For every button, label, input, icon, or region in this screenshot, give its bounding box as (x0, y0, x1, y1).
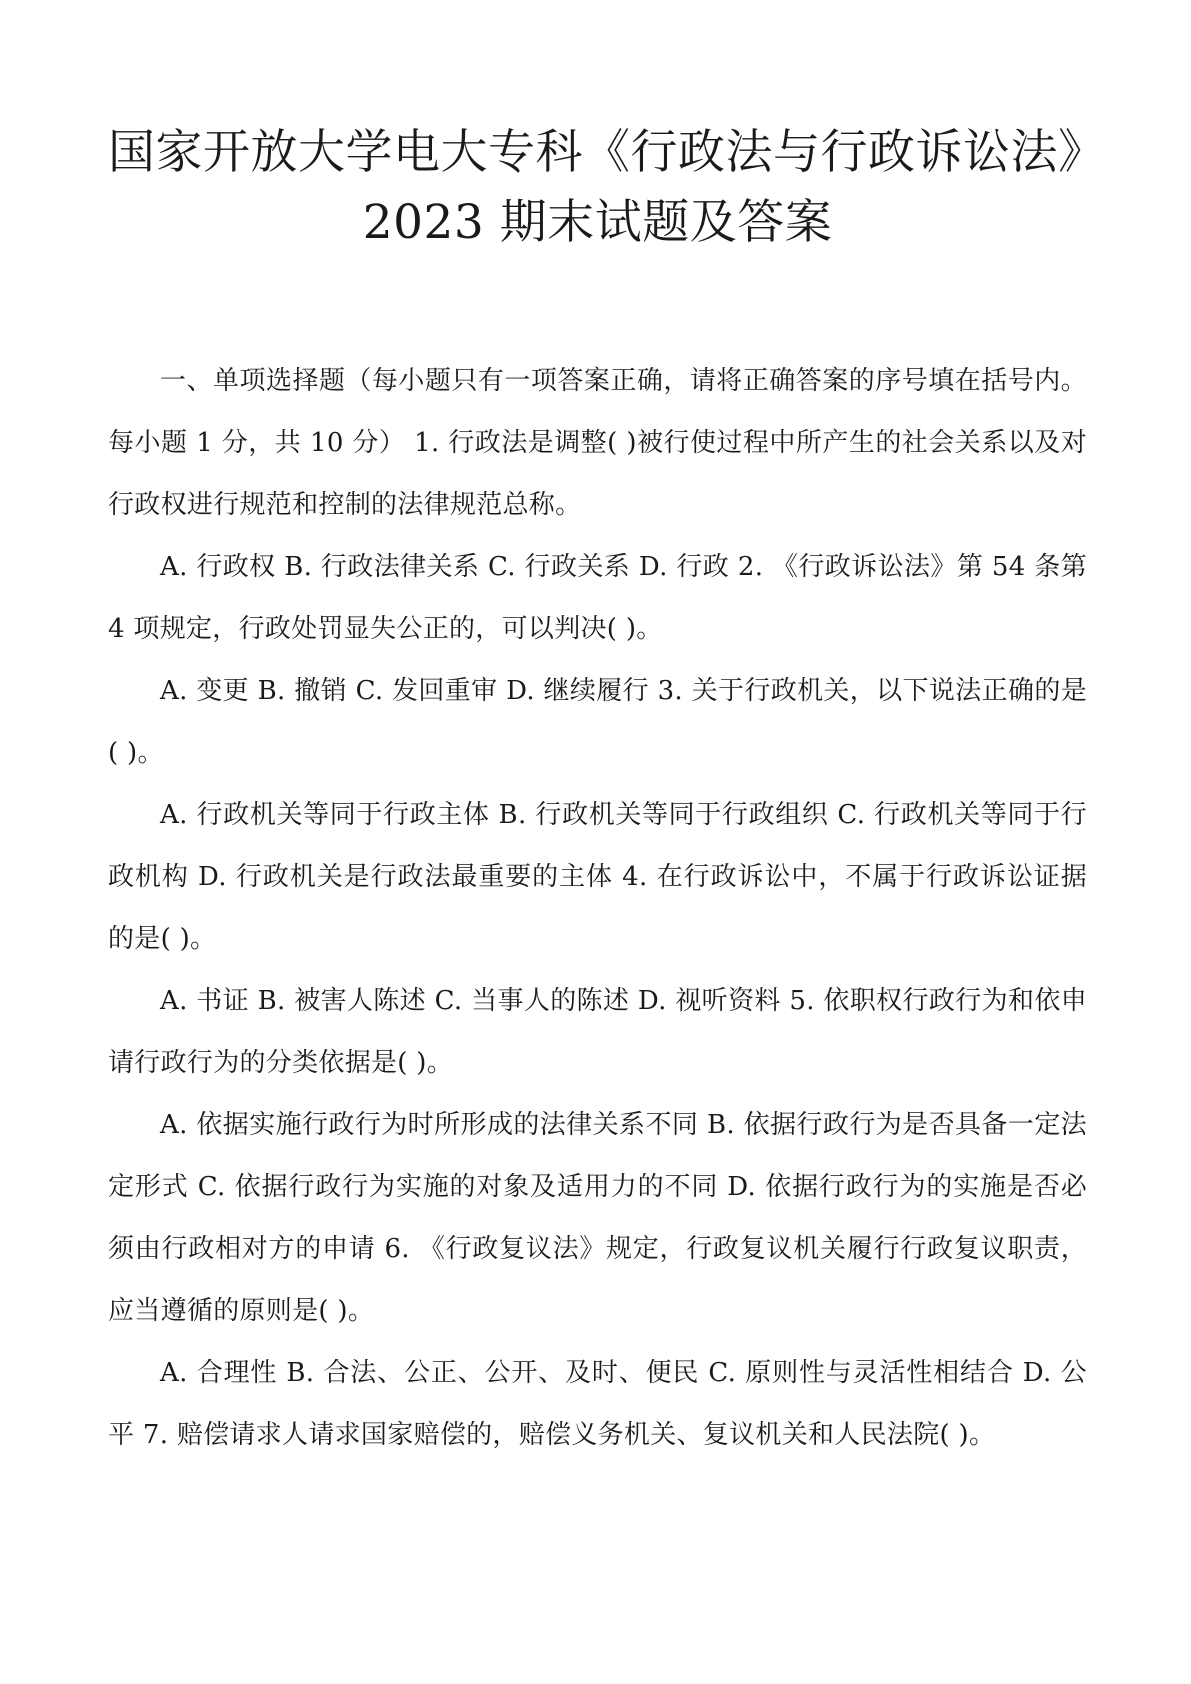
paragraph-q2-options-q3: A. 变更 B. 撤销 C. 发回重审 D. 继续履行 3. 关于行政机关，以下说法正确的是( )。 (108, 676, 1087, 768)
document-body (108, 350, 1087, 1466)
paragraph-q3-options-q4: A. 行政机关等同于行政主体 B. 行政机关等同于行政组织 C. 行政机关等同于行政机构 D. 行政机关是行政法最重要的主体 4. 在行政诉讼中，不属于行政诉讼证据的是( )。 (108, 800, 1087, 954)
paragraph-section-header-q1: 一、单项选择题（每小题只有一项答案正确，请将正确答案的序号填在括号内。每小题 1 分，共 10 分） 1. 行政法是调整( )被行使过程中所产生的社会关系以及对行政权进行规范和控制的法律规范总称。 (108, 366, 1087, 520)
paragraph-q4-options-q5: A. 书证 B. 被害人陈述 C. 当事人的陈述 D. 视听资料 5. 依职权行政行为和依申请行政行为的分类依据是( )。 (108, 986, 1087, 1078)
title-line-2: 2023 期末试题及答案 (362, 195, 833, 250)
paragraph-q1-options-q2: A. 行政权 B. 行政法律关系 C. 行政关系 D. 行政 2. 《行政诉讼法》第 54 条第 4 项规定，行政处罚显失公正的，可以判决( )。 (108, 552, 1087, 644)
paragraph-q6-options-q7: A. 合理性 B. 合法、公正、公开、及时、便民 C. 原则性与灵活性相结合 D. 公平 7. 赔偿请求人请求国家赔偿的，赔偿义务机关、复议机关和人民法院( )。 (108, 1358, 1087, 1450)
document-title (108, 118, 1106, 258)
title-line-1: 国家开放大学电大专科《行政法与行政诉讼法》 (108, 125, 1106, 180)
paragraph-q5-options-q6: A. 依据实施行政行为时所形成的法律关系不同 B. 依据行政行为是否具备一定法定形式 C. 依据行政行为实施的对象及适用力的不同 D. 依据行政行为的实施是否必须由行政相对方的申请 6. 《行政复议法》规定，行政复议机关履行行政复议职责，应当遵循的原则是( )。 (108, 1110, 1087, 1326)
